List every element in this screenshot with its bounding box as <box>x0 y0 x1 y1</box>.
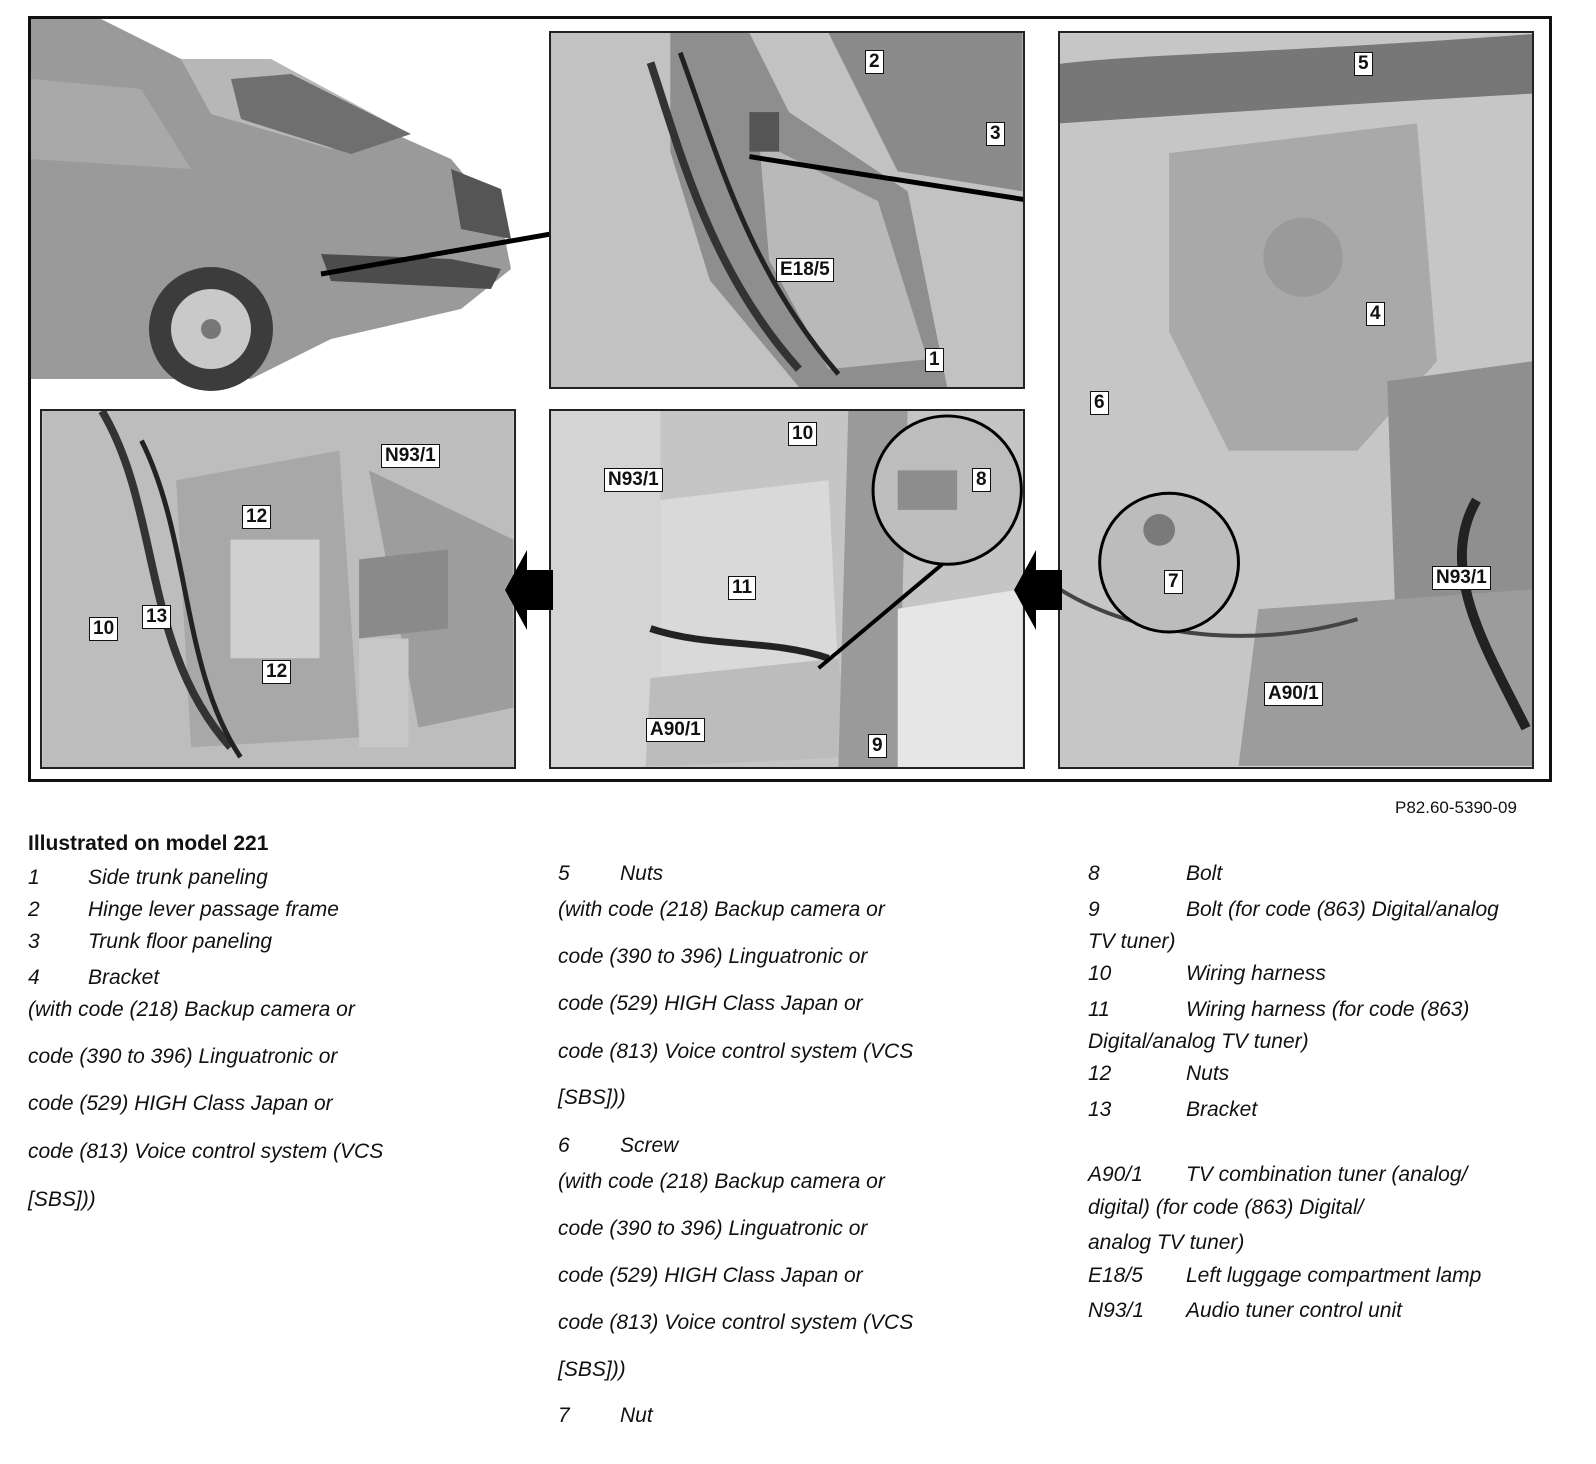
legend-entry-number: E18/5 <box>1088 1264 1143 1287</box>
legend-entry-number: 3 <box>28 930 40 953</box>
legend-entry-text: Wiring harness (for code (863) <box>1186 998 1470 1021</box>
legend-entry <box>28 1140 383 1164</box>
legend-entry-text: Nut <box>620 1404 653 1427</box>
legend-entry <box>1088 998 1469 1022</box>
legend-entry <box>28 998 355 1022</box>
legend-entry-text: Hinge lever passage frame <box>88 898 339 921</box>
legend-entry-text: TV tuner) <box>1088 930 1176 953</box>
legend-entry-text: TV combination tuner (analog/ <box>1186 1163 1468 1186</box>
legend-entry <box>1088 1062 1229 1086</box>
legend-entry <box>558 898 885 922</box>
callout-e18-5: E18/5 <box>776 258 834 282</box>
legend-entry <box>558 1170 885 1194</box>
legend-entry-text: Bracket <box>88 966 160 989</box>
callout-12-top: 12 <box>242 505 271 529</box>
legend-entry <box>1088 1196 1363 1220</box>
legend-entry-text: [SBS])) <box>28 1188 96 1211</box>
callout-10-middle: 10 <box>788 422 817 446</box>
legend-entry-text: Bolt <box>1186 862 1223 885</box>
legend-entry-text: Bracket <box>1186 1098 1258 1121</box>
legend-entry <box>28 930 272 954</box>
legend-entry-number: 5 <box>558 862 570 885</box>
arrow-left-icon <box>505 550 553 630</box>
legend-entry <box>1088 1030 1309 1054</box>
legend-entry-text: Trunk floor paneling <box>88 930 273 953</box>
legend-entry-text: code (529) HIGH Class Japan or <box>558 992 863 1015</box>
legend-entry-text: (with code (218) Backup camera or <box>558 898 885 921</box>
legend-entry-number: A90/1 <box>1088 1163 1143 1186</box>
trunk-side-paneling-image <box>549 31 1025 389</box>
callout-11: 11 <box>728 576 756 600</box>
legend-entry-number: 12 <box>1088 1062 1112 1085</box>
legend-entry-number: 13 <box>1088 1098 1112 1121</box>
legend-entry <box>1088 1299 1402 1323</box>
tv-tuner-image <box>549 409 1025 769</box>
legend-entry-text: Audio tuner control unit <box>1186 1299 1402 1322</box>
legend-entry-text: Bolt (for code (863) Digital/analog <box>1186 898 1499 921</box>
legend-entry <box>558 1311 913 1335</box>
callout-n93-1-left: N93/1 <box>381 444 440 468</box>
legend-entry-text: Side trunk paneling <box>88 866 268 889</box>
legend-entry <box>1088 1231 1244 1255</box>
legend-entry <box>28 966 159 990</box>
callout-5: 5 <box>1354 52 1373 76</box>
callout-10-left: 10 <box>89 617 118 641</box>
arrow-left-icon <box>1014 550 1062 630</box>
legend-entry <box>558 1217 867 1241</box>
legend-entry-number: 9 <box>1088 898 1100 921</box>
legend-entry-number: 2 <box>28 898 40 921</box>
legend-entry-text: Screw <box>620 1134 679 1157</box>
legend-entry <box>558 1134 678 1158</box>
callout-a90-1-right: A90/1 <box>1264 682 1323 706</box>
bracket-illustration <box>1060 33 1532 767</box>
callout-n93-1-right: N93/1 <box>1432 566 1491 590</box>
callout-2: 2 <box>865 50 884 74</box>
callout-6: 6 <box>1090 391 1109 415</box>
legend-entry-number: 7 <box>558 1404 570 1427</box>
legend-entry-text: Digital/analog TV tuner) <box>1088 1030 1309 1053</box>
legend-title: Illustrated on model 221 <box>28 832 269 855</box>
legend-entry <box>558 1264 863 1288</box>
legend-entry <box>1088 1163 1467 1187</box>
legend-entry <box>558 945 867 969</box>
callout-12-bottom: 12 <box>262 660 291 684</box>
legend-entry-number: 10 <box>1088 962 1112 985</box>
legend-entry <box>28 866 268 890</box>
legend-entry-text: code (390 to 396) Linguatronic or <box>558 1217 868 1240</box>
legend-entry <box>558 1040 913 1064</box>
legend-entry <box>1088 898 1499 922</box>
legend-entry <box>558 1404 653 1428</box>
legend-entry-number: 4 <box>28 966 40 989</box>
callout-7: 7 <box>1164 570 1183 594</box>
callout-1: 1 <box>925 348 944 372</box>
legend-entry-text: (with code (218) Backup camera or <box>558 1170 885 1193</box>
legend-entry <box>1088 930 1176 954</box>
legend-entry-text: code (813) Voice control system (VCS <box>28 1140 384 1163</box>
callout-3: 3 <box>986 122 1005 146</box>
callout-n93-1-middle: N93/1 <box>604 468 663 492</box>
legend-entry <box>558 992 863 1016</box>
tuner-bracket-image <box>40 409 516 769</box>
callout-a90-1-middle: A90/1 <box>646 718 705 742</box>
legend-entry-number: 11 <box>1088 998 1110 1021</box>
legend-entry <box>558 1086 626 1110</box>
legend-entry-text: code (390 to 396) Linguatronic or <box>558 945 868 968</box>
legend-entry <box>558 862 663 886</box>
legend-entry <box>28 898 339 922</box>
callout-4: 4 <box>1366 302 1385 326</box>
legend-entry-text: digital) (for code (863) Digital/ <box>1088 1196 1364 1219</box>
legend-entry-text: Nuts <box>1186 1062 1230 1085</box>
bracket-detail-image <box>1058 31 1534 769</box>
car-illustration <box>31 19 551 411</box>
tv-tuner-illustration <box>551 411 1023 767</box>
callout-8: 8 <box>972 468 991 492</box>
legend-entry-text: code (529) HIGH Class Japan or <box>558 1264 863 1287</box>
car-rear-view-image <box>31 19 551 411</box>
legend-entry-number: 8 <box>1088 862 1100 885</box>
callout-9: 9 <box>868 734 887 758</box>
legend-entry-text: code (529) HIGH Class Japan or <box>28 1092 333 1115</box>
legend-entry-number: 6 <box>558 1134 570 1157</box>
legend-entry-text: code (813) Voice control system (VCS <box>558 1311 914 1334</box>
legend-entry-number: N93/1 <box>1088 1299 1145 1322</box>
legend-entry <box>1088 1264 1481 1288</box>
figure-reference: P82.60-5390-09 <box>1395 798 1517 817</box>
legend-entry-text: [SBS])) <box>558 1086 626 1109</box>
legend-entry-text: Wiring harness <box>1186 962 1326 985</box>
legend-entry-text: analog TV tuner) <box>1088 1231 1245 1254</box>
legend-entry-text: code (390 to 396) Linguatronic or <box>28 1045 338 1068</box>
legend-entry <box>1088 1098 1257 1122</box>
legend-entry <box>1088 862 1222 886</box>
legend-entry <box>1088 962 1326 986</box>
legend-entry-text: Nuts <box>620 862 664 885</box>
callout-13: 13 <box>142 605 171 629</box>
legend-entry <box>28 1188 96 1212</box>
trunk-illustration <box>551 33 1023 387</box>
tuner-bracket-illustration <box>42 411 514 767</box>
legend-entry-number: 1 <box>28 866 40 889</box>
legend-entry <box>558 1358 626 1382</box>
legend-entry <box>28 1045 337 1069</box>
legend-entry-text: [SBS])) <box>558 1358 626 1381</box>
legend-entry-text: code (813) Voice control system (VCS <box>558 1040 914 1063</box>
legend-entry <box>28 1092 333 1116</box>
legend-entry-text: (with code (218) Backup camera or <box>28 998 355 1021</box>
legend-entry-text: Left luggage compartment lamp <box>1186 1264 1482 1287</box>
